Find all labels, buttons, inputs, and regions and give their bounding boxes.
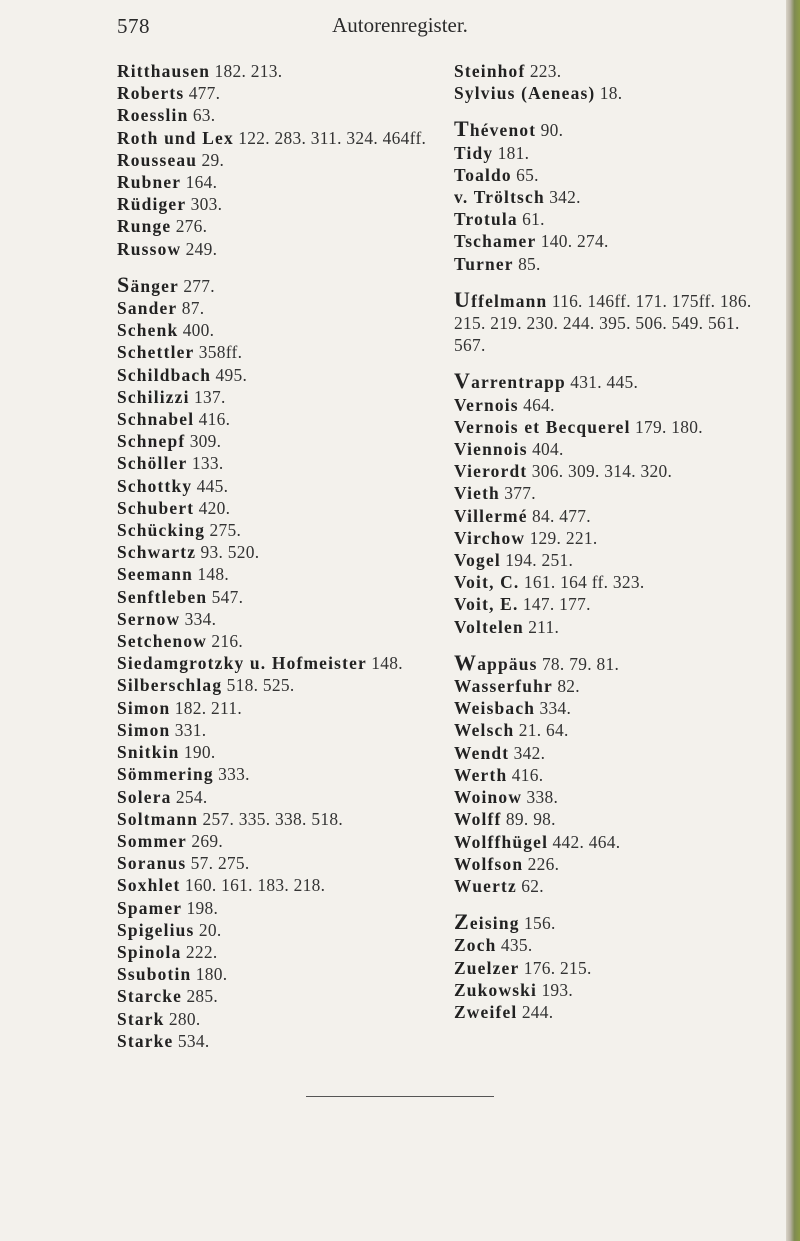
index-entry: [117, 874, 442, 896]
page-references: 306. 309. 314. 320.: [531, 461, 673, 482]
author-name: Woinow: [454, 787, 523, 808]
index-entry: [454, 1001, 774, 1023]
section-gap: [117, 260, 442, 274]
author-name: Toaldo: [454, 164, 512, 185]
page-references: 78. 79. 81.: [541, 653, 620, 674]
page-references: 62.: [521, 875, 544, 896]
index-entry: [454, 697, 774, 719]
index-entry: [454, 549, 774, 571]
author-name: Soltmann: [117, 808, 199, 829]
page-references: 435.: [500, 935, 533, 956]
page-references: 21. 64.: [518, 720, 569, 741]
index-entry: [117, 830, 442, 852]
page-references: 495.: [215, 364, 248, 385]
page-references: 334.: [184, 608, 217, 629]
page-references: 18.: [599, 83, 623, 104]
index-entry: [454, 60, 774, 82]
author-name: Vernois et Becquerel: [454, 416, 631, 437]
author-name: Siedamgrotzky u. Hofmeister: [117, 653, 367, 674]
page-references: 182. 213.: [214, 61, 283, 81]
index-entry: [454, 719, 774, 741]
section-gap: [454, 104, 774, 118]
page-references: 122. 283. 311. 324. 464ff.: [238, 127, 427, 148]
page-references: 198.: [186, 897, 219, 918]
author-name: Solera: [117, 786, 172, 807]
section-gap: [454, 897, 774, 911]
author-name: Seemann: [117, 564, 194, 585]
author-name: Schettler: [117, 342, 195, 363]
page-references: 477.: [188, 83, 221, 104]
index-entry: [454, 208, 774, 230]
page-references: 464.: [523, 394, 555, 415]
section-gap: [454, 356, 774, 370]
author-name: Sommer: [117, 830, 187, 851]
page-references: 140. 274.: [540, 231, 609, 252]
index-entry: [454, 370, 774, 393]
index-entry: [117, 149, 442, 171]
index-entry: [117, 808, 442, 830]
author-name: Viennois: [454, 439, 528, 460]
index-entry: [454, 764, 774, 786]
index-entry: [454, 164, 774, 186]
author-name: Spamer: [117, 897, 183, 918]
page-references: 148.: [197, 564, 230, 585]
index-entry: [117, 341, 442, 363]
page-references: 156.: [523, 913, 556, 934]
author-name: Schubert: [117, 497, 195, 518]
page-references: 358ff.: [198, 342, 243, 363]
author-name: Spinola: [117, 941, 182, 962]
page-references: 211.: [528, 616, 560, 637]
index-entry: [454, 460, 774, 482]
author-name: Sömmering: [117, 764, 214, 785]
author-name: Zuelzer: [454, 957, 520, 978]
index-entry: [117, 364, 442, 386]
author-name: Schildbach: [117, 364, 212, 385]
index-entry: [454, 957, 774, 979]
page-references: 147. 177.: [522, 594, 591, 615]
page-references: 338.: [526, 787, 559, 808]
page-references: 226.: [527, 853, 560, 874]
index-entry: [117, 238, 442, 260]
end-rule: [306, 1096, 494, 1097]
author-name: Silberschlag: [117, 675, 223, 696]
page-references: 82.: [557, 676, 580, 697]
author-name: Roth und Lex: [117, 127, 234, 148]
page-references: 331.: [174, 719, 207, 740]
author-name: Tidy: [454, 142, 494, 163]
author-name: Schwartz: [117, 542, 197, 563]
author-name: Werth: [454, 764, 508, 785]
author-name: Zeising: [454, 909, 520, 935]
index-entry: [454, 253, 774, 275]
page-references: 90.: [540, 120, 564, 141]
author-name: Zweifel: [454, 1001, 518, 1022]
author-name: Sander: [117, 298, 178, 319]
index-entry: [117, 104, 442, 126]
author-name: Trotula: [454, 209, 518, 230]
index-entry: [454, 979, 774, 1001]
page-references: 275.: [209, 520, 242, 541]
index-entry: [454, 438, 774, 460]
index-entry: [454, 527, 774, 549]
page-references: 285.: [186, 986, 219, 1007]
author-name: Simon: [117, 719, 171, 740]
index-entry: [454, 82, 774, 104]
index-entry: [117, 652, 442, 674]
author-name: Vogel: [454, 550, 501, 571]
index-entry: [454, 742, 774, 764]
index-entry: [117, 127, 442, 149]
index-entry: [454, 186, 774, 208]
index-entry: [454, 142, 774, 164]
page-references: 190.: [183, 742, 216, 763]
page-references: 193.: [541, 979, 574, 1000]
index-entry: [117, 941, 442, 963]
page-references: 333.: [218, 764, 250, 785]
page-references: 129. 221.: [529, 527, 598, 548]
page-references: 277.: [183, 275, 215, 296]
page-references: 194. 251.: [505, 550, 574, 571]
page-references: 133.: [191, 453, 224, 474]
page-references: 137.: [194, 386, 226, 407]
author-name: Simon: [117, 697, 171, 718]
index-entry: [454, 808, 774, 830]
page-references: 269.: [191, 830, 223, 851]
author-name: Ssubotin: [117, 964, 192, 985]
index-entry: [117, 852, 442, 874]
author-name: Zoch: [454, 935, 497, 956]
index-entry: [117, 430, 442, 452]
author-name: Welsch: [454, 720, 515, 741]
page-references: 249.: [185, 238, 218, 259]
author-name: Russow: [117, 238, 182, 259]
page-references: 223.: [529, 61, 562, 81]
author-name: v. Tröltsch: [454, 187, 545, 208]
index-entry: [117, 608, 442, 630]
author-name: Wappäus: [454, 649, 538, 675]
author-name: Voit, C.: [454, 572, 520, 593]
author-name: Wendt: [454, 742, 510, 763]
page-references: 216.: [211, 631, 244, 652]
section-gap: [454, 275, 774, 289]
index-entry: [454, 911, 774, 934]
page-references: 377.: [504, 483, 536, 504]
page-references: 65.: [516, 164, 539, 185]
page-references: 85.: [518, 253, 541, 274]
page-references: 116. 146ff. 171. 175ff. 186. 215. 219. 230. 244. 395. 506. 549. 561. 567.: [454, 290, 752, 356]
page-references: 254.: [175, 786, 208, 807]
page-references: 534.: [177, 1030, 210, 1051]
author-name: Voltelen: [454, 616, 524, 637]
author-name: Uffelmann: [454, 286, 548, 312]
index-entry: [117, 630, 442, 652]
index-entry: [117, 563, 442, 585]
index-entry: [117, 497, 442, 519]
author-name: Thévenot: [454, 116, 537, 142]
author-name: Rousseau: [117, 149, 198, 170]
index-entry: [117, 541, 442, 563]
index-entry: [117, 586, 442, 608]
index-entry: [454, 482, 774, 504]
index-entry: [117, 697, 442, 719]
page-references: 87.: [181, 298, 205, 319]
author-name: Ritthausen: [117, 61, 211, 81]
page-references: 334.: [539, 698, 572, 719]
index-entry: [454, 616, 774, 638]
page-references: 431. 445.: [570, 372, 639, 393]
page-references: 84. 477.: [532, 505, 591, 526]
page-references: 181.: [497, 142, 530, 163]
author-name: Runge: [117, 216, 172, 237]
page-references: 93. 520.: [200, 542, 260, 563]
author-name: Soranus: [117, 853, 187, 874]
index-entry: [454, 593, 774, 615]
author-name: Stark: [117, 1008, 165, 1029]
index-entry: [117, 963, 442, 985]
index-entry: [454, 875, 774, 897]
page-references: 244.: [521, 1001, 554, 1022]
index-entry: [117, 763, 442, 785]
index-entry: [117, 897, 442, 919]
index-entry: [117, 60, 442, 82]
page-references: 420.: [198, 497, 231, 518]
index-entry: [454, 394, 774, 416]
page-references: 222.: [185, 941, 218, 962]
author-name: Wuertz: [454, 875, 517, 896]
author-name: Virchow: [454, 527, 526, 548]
index-entry: [117, 82, 442, 104]
page-references: 180.: [195, 964, 228, 985]
author-name: Schücking: [117, 520, 206, 541]
author-name: Roesslin: [117, 105, 189, 126]
index-entry: [454, 118, 774, 141]
page-references: 416.: [198, 409, 231, 430]
author-name: Wolff: [454, 809, 502, 830]
author-name: Schnepf: [117, 431, 186, 452]
page-references: 63.: [192, 105, 216, 126]
index-column-left: [117, 60, 442, 1052]
author-name: Schenk: [117, 320, 179, 341]
index-entry: [454, 230, 774, 252]
page-references: 400.: [182, 320, 215, 341]
page-references: 89. 98.: [505, 809, 556, 830]
page-references: 442. 464.: [552, 831, 621, 852]
page-references: 276.: [175, 216, 208, 237]
page-references: 20.: [198, 919, 222, 940]
page-references: 182. 211.: [174, 697, 242, 718]
index-entry: [117, 193, 442, 215]
index-entry: [117, 674, 442, 696]
page-references: 547.: [211, 586, 244, 607]
page-edge-shadow: [786, 0, 800, 1241]
author-name: Weisbach: [454, 698, 536, 719]
index-entry: [454, 416, 774, 438]
page-references: 57. 275.: [190, 853, 250, 874]
index-entry: [117, 319, 442, 341]
author-name: Snitkin: [117, 742, 180, 763]
author-name: Vieth: [454, 483, 500, 504]
author-name: Sernow: [117, 608, 181, 629]
author-name: Schottky: [117, 475, 193, 496]
page-references: 29.: [201, 149, 225, 170]
author-name: Voit, E.: [454, 594, 519, 615]
page-references: 280.: [168, 1008, 201, 1029]
author-name: Schilizzi: [117, 386, 190, 407]
index-entry: [117, 741, 442, 763]
index-entry: [454, 786, 774, 808]
author-name: Zukowski: [454, 979, 538, 1000]
author-name: Roberts: [117, 83, 185, 104]
index-entry: [454, 649, 774, 675]
index-entry: [454, 286, 774, 357]
index-entry: [117, 985, 442, 1007]
author-name: Schöller: [117, 453, 188, 474]
author-name: Schnabel: [117, 409, 195, 430]
page-references: 61.: [522, 209, 545, 230]
section-gap: [454, 638, 774, 652]
index-entry: [117, 408, 442, 430]
author-name: Rubner: [117, 172, 182, 193]
index-entry: [117, 271, 442, 297]
author-name: Senftleben: [117, 586, 208, 607]
page-references: 164.: [185, 172, 218, 193]
index-entry: [117, 386, 442, 408]
index-entry: [454, 934, 774, 956]
index-entry: [117, 919, 442, 941]
author-name: Sänger: [117, 271, 179, 297]
index-entry: [117, 1008, 442, 1030]
page-references: 179. 180.: [635, 416, 703, 437]
index-entry: [454, 505, 774, 527]
page-number: 578: [117, 14, 150, 38]
page-references: 416.: [511, 764, 544, 785]
page-references: 404.: [532, 439, 564, 460]
page-references: 342.: [549, 187, 581, 208]
index-entry: [454, 675, 774, 697]
author-name: Soxhlet: [117, 875, 181, 896]
page-references: 309.: [189, 431, 222, 452]
index-entry: [117, 297, 442, 319]
index-entry: [117, 171, 442, 193]
running-head-title: Autorenregister.: [332, 13, 468, 37]
author-name: Starke: [117, 1030, 174, 1051]
author-name: Varrentrapp: [454, 368, 566, 394]
page-references: 160. 161. 183. 218.: [184, 875, 326, 896]
author-name: Wolffhügel: [454, 831, 549, 852]
page-references: 161. 164 ff. 323.: [523, 572, 645, 593]
index-entry: [454, 831, 774, 853]
index-entry: [117, 215, 442, 237]
index-entry: [117, 1030, 442, 1052]
index-entry: [117, 519, 442, 541]
page-references: 176. 215.: [523, 957, 592, 978]
author-name: Steinhof: [454, 61, 526, 81]
author-name: Turner: [454, 253, 514, 274]
author-name: Wasserfuhr: [454, 676, 553, 697]
page-references: 257. 335. 338. 518.: [202, 808, 343, 829]
author-name: Spigelius: [117, 919, 195, 940]
author-name: Vierordt: [454, 461, 528, 482]
author-name: Starcke: [117, 986, 183, 1007]
author-name: Tschamer: [454, 231, 537, 252]
index-entry: [454, 853, 774, 875]
index-entry: [117, 786, 442, 808]
index-entry: [117, 475, 442, 497]
author-name: Wolfson: [454, 853, 524, 874]
page-references: 148.: [371, 653, 403, 674]
author-name: Villermé: [454, 505, 528, 526]
author-name: Sylvius (Aeneas): [454, 83, 596, 104]
index-entry: [117, 452, 442, 474]
author-name: Vernois: [454, 394, 519, 415]
author-name: Rüdiger: [117, 194, 187, 215]
page-references: 342.: [513, 742, 546, 763]
page-references: 445.: [196, 475, 229, 496]
index-entry: [117, 719, 442, 741]
page-references: 518. 525.: [226, 675, 295, 696]
index-entry: [454, 571, 774, 593]
page-references: 303.: [190, 194, 223, 215]
index-column-right: [454, 60, 774, 1023]
author-name: Setchenow: [117, 631, 208, 652]
